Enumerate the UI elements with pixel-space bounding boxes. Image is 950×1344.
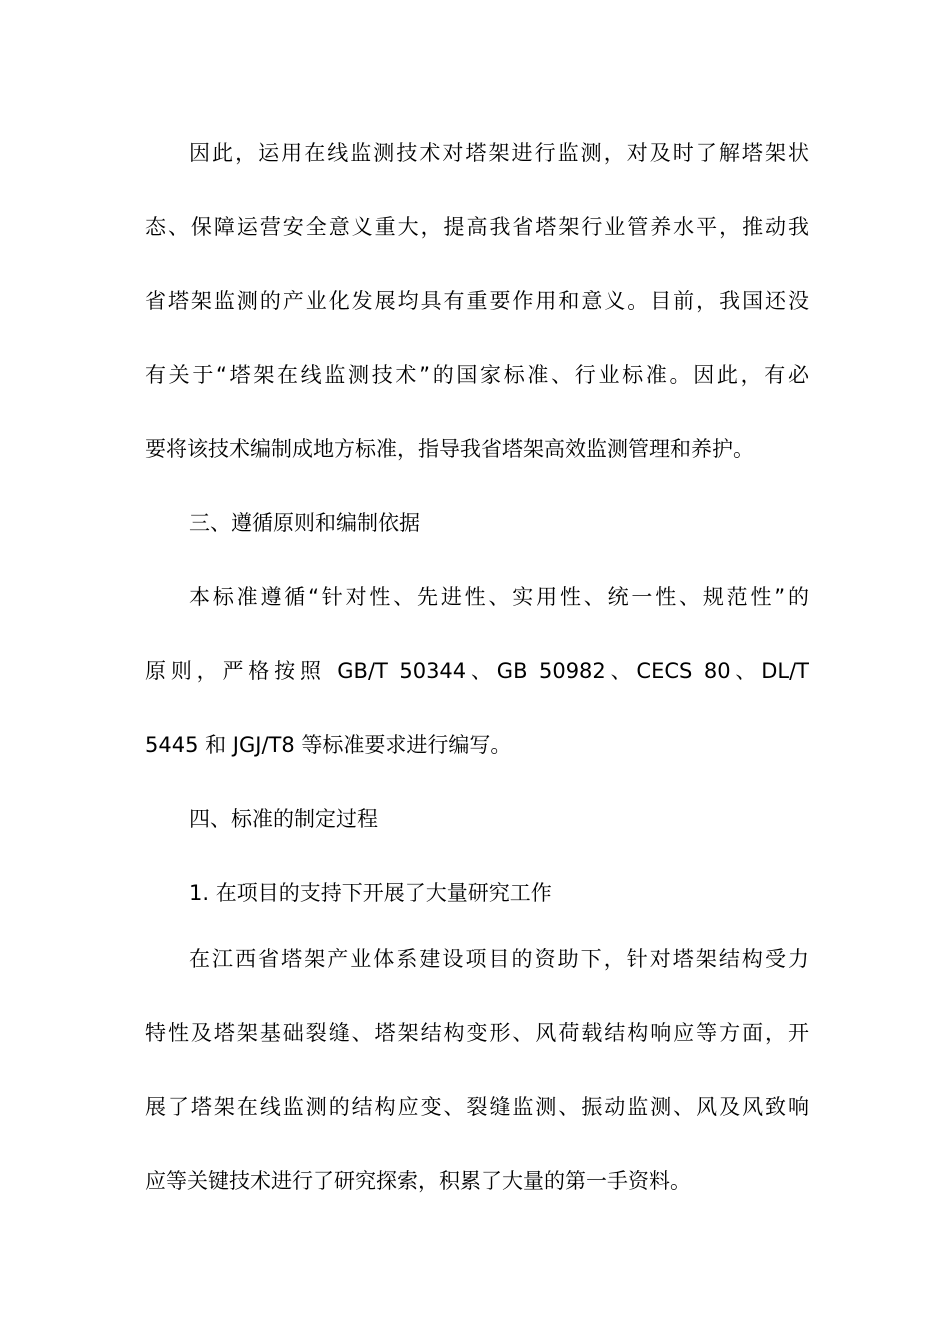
paragraph-line: 省塔架监测的产业化发展均具有重要作用和意义。目前，我国还没 — [145, 289, 809, 313]
paragraph-line: 本标准遵循“针对性、先进性、实用性、统一性、规范性”的 — [189, 585, 809, 609]
paragraph-line: 特性及塔架基础裂缝、塔架结构变形、风荷载结构响应等方面，开 — [145, 1021, 809, 1045]
section-heading: 四、标准的制定过程 — [189, 807, 378, 831]
paragraph-line: 展了塔架在线监测的结构应变、裂缝监测、振动监测、风及风致响 — [145, 1095, 809, 1119]
paragraph-line: 原则，严格按照 GB/T 50344、GB 50982、CECS 80、DL/T — [145, 659, 809, 683]
paragraph-line: 要将该技术编制成地方标准，指导我省塔架高效监测管理和养护。 — [145, 437, 754, 461]
section-heading: 三、遵循原则和编制依据 — [189, 511, 420, 535]
paragraph-line: 在江西省塔架产业体系建设项目的资助下，针对塔架结构受力 — [189, 947, 809, 971]
paragraph-line: 5445 和 JGJ/T8 等标准要求进行编写。 — [145, 733, 512, 757]
paragraph-line: 有关于“塔架在线监测技术”的国家标准、行业标准。因此，有必 — [145, 363, 809, 387]
paragraph-line: 应等关键技术进行了研究探索，积累了大量的第一手资料。 — [145, 1169, 691, 1193]
subsection-heading: 1. 在项目的支持下开展了大量研究工作 — [189, 881, 552, 905]
paragraph-line: 因此，运用在线监测技术对塔架进行监测，对及时了解塔架状 — [189, 141, 809, 165]
paragraph-line: 态、保障运营安全意义重大，提高我省塔架行业管养水平，推动我 — [145, 215, 809, 239]
